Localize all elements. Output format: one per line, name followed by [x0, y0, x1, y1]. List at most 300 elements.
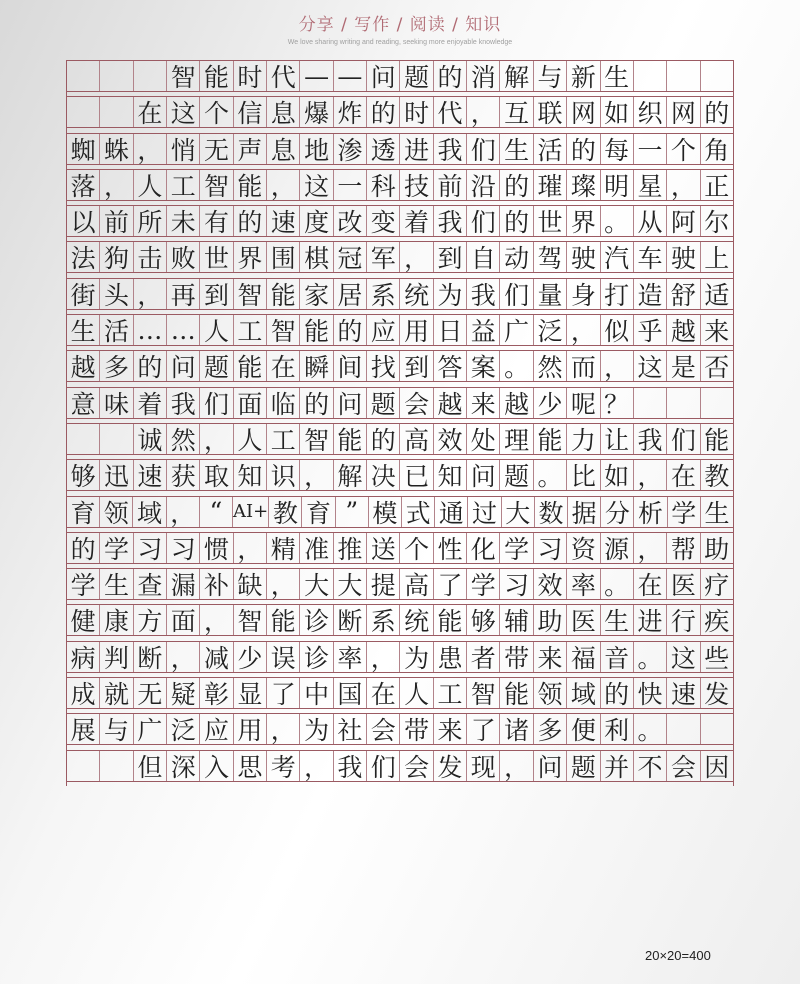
- grid-row-cells: [67, 459, 733, 491]
- grid-cell: 会: [400, 751, 433, 781]
- grid-cell: 落: [67, 170, 100, 200]
- grid-cell: 。: [500, 351, 533, 381]
- grid-cell: 。: [601, 206, 634, 236]
- grid-row-cells: [67, 205, 733, 237]
- grid-cell: 进: [400, 134, 433, 164]
- grid-cell: 为: [434, 279, 467, 309]
- grid-cell: 味: [100, 388, 133, 418]
- grid-cell: 习: [500, 569, 533, 599]
- grid-cell: 度: [300, 206, 333, 236]
- grid-cell: [701, 388, 733, 418]
- grid-cell: 方: [134, 605, 167, 635]
- grid-cell: 如: [601, 460, 634, 490]
- grid-cell: 工: [234, 315, 267, 345]
- grid-cell: 诊: [300, 642, 333, 672]
- grid-row-cells: [67, 713, 733, 745]
- grid-cell: 系: [367, 605, 400, 635]
- grid-cell: 准: [300, 533, 333, 563]
- grid-cell: 高: [400, 424, 433, 454]
- grid-cell: 透: [367, 134, 400, 164]
- grid-cell: 再: [167, 279, 200, 309]
- grid-cell: 理: [500, 424, 533, 454]
- grid-cell: 思: [234, 751, 267, 781]
- grid-cell: 应: [200, 714, 233, 744]
- grid-cell: 用: [234, 714, 267, 744]
- grid-cell: 育: [67, 497, 100, 527]
- grid-cell: 系: [367, 279, 400, 309]
- grid-cell: 助: [704, 534, 730, 564]
- grid-cell: 处: [467, 424, 500, 454]
- grid-cell: 大: [502, 497, 535, 527]
- grid-cell: 帮: [667, 533, 700, 563]
- grid-cell: 了: [434, 569, 467, 599]
- grid-cell: 率: [567, 569, 600, 599]
- grid-cell: 辅: [500, 605, 533, 635]
- grid-cell: 识: [267, 460, 300, 490]
- grid-cell: 就: [100, 678, 133, 708]
- grid-cell: 大: [334, 569, 367, 599]
- grid-cell: 答: [434, 351, 467, 381]
- grid-cell: 资: [567, 533, 600, 563]
- grid-cell: 能: [704, 425, 730, 455]
- grid-cell: 益: [467, 315, 500, 345]
- grid-cell: 生: [500, 134, 533, 164]
- grid-cell: 在: [367, 678, 400, 708]
- grid-cell: 国: [334, 678, 367, 708]
- grid-cell: 提: [367, 569, 400, 599]
- grid-cell: 新: [567, 61, 600, 91]
- grid-cell: [100, 424, 133, 454]
- grid-cell: 模: [369, 497, 402, 527]
- grid-row-cells: [67, 60, 733, 92]
- grid-cell: 率: [334, 642, 367, 672]
- grid-cell: 问: [334, 388, 367, 418]
- grid-cell: 智: [234, 279, 267, 309]
- grid-cell: 正: [704, 171, 730, 201]
- grid-cell: 习: [134, 533, 167, 563]
- grid-row-cells: [67, 278, 733, 310]
- grid-cell: 展: [67, 714, 100, 744]
- grid-cell: 车: [634, 242, 667, 272]
- grid-cell: 诸: [500, 714, 533, 744]
- grid-row-cells: [67, 496, 733, 528]
- grid-cell: 活: [534, 134, 567, 164]
- grid-cell: 漏: [167, 569, 200, 599]
- grid-cell: 网: [567, 97, 600, 127]
- grid-cell: 会: [400, 388, 433, 418]
- grid-cell: 击: [134, 242, 167, 272]
- grid-cell: 知: [234, 460, 267, 490]
- grid-cell: 到: [400, 351, 433, 381]
- grid-row-cells: [67, 532, 733, 564]
- grid-cell: 进: [634, 605, 667, 635]
- grid-cell: 的: [567, 134, 600, 164]
- grid-cell: ，: [400, 242, 433, 272]
- grid-cell: 科: [367, 170, 400, 200]
- grid-cell: 学: [668, 497, 701, 527]
- grid-cell: [67, 424, 100, 454]
- grid-cell: 到: [434, 242, 467, 272]
- grid-cell: 从: [634, 206, 667, 236]
- grid-cell: 我: [434, 134, 467, 164]
- grid-cell: 人: [200, 315, 233, 345]
- grid-cell: 然: [167, 424, 200, 454]
- grid-cell: 呢: [567, 388, 600, 418]
- grid-row-cells: [67, 568, 733, 600]
- grid-cell: 效: [534, 569, 567, 599]
- grid-cell: 式: [402, 497, 435, 527]
- grid-cell: 快: [634, 678, 667, 708]
- grid-cell: [100, 61, 133, 91]
- grid-cell: 这: [634, 351, 667, 381]
- grid-cell: 多: [534, 714, 567, 744]
- grid-cell: 的: [434, 61, 467, 91]
- grid-cell: 们: [500, 279, 533, 309]
- grid-cell: 息: [267, 97, 300, 127]
- grid-cell: “: [200, 497, 233, 527]
- grid-cell: 问: [467, 460, 500, 490]
- grid-cell: 能: [267, 279, 300, 309]
- grid-cell: 着: [134, 388, 167, 418]
- grid-cell: 身: [567, 279, 600, 309]
- grid-cell: 便: [567, 714, 600, 744]
- grid-cell: 学: [500, 533, 533, 563]
- grid-cell: 应: [367, 315, 400, 345]
- grid-cell: 街: [67, 279, 100, 309]
- grid-cell: 工: [434, 678, 467, 708]
- grid-cell: 来: [467, 388, 500, 418]
- grid-cell: 汽: [601, 242, 634, 272]
- grid-cell: 习: [167, 533, 200, 563]
- grid-cell: 联: [534, 97, 567, 127]
- grid-cell: 能: [234, 170, 267, 200]
- grid-cell: 自: [467, 242, 500, 272]
- grid-cell: 如: [601, 97, 634, 127]
- grid-cell: 能: [334, 424, 367, 454]
- grid-row: [66, 641, 734, 677]
- grid-cell: 尔: [704, 208, 730, 238]
- grid-cell: 能: [267, 605, 300, 635]
- grid-cell: 考: [267, 751, 300, 781]
- grid-cell: 能: [234, 351, 267, 381]
- grid-cell: 们: [667, 424, 700, 454]
- grid-cell: 间: [334, 351, 367, 381]
- grid-cell: 智: [267, 315, 300, 345]
- grid-row: [66, 96, 734, 132]
- grid-cell: 爆: [300, 97, 333, 127]
- composition-grid: [66, 60, 734, 786]
- grid-cell: 不: [634, 751, 667, 781]
- grid-cell: [67, 61, 100, 91]
- grid-cell: ，: [467, 97, 500, 127]
- grid-cell: 数: [535, 497, 568, 527]
- grid-cell: ，: [200, 605, 233, 635]
- grid-cell: 败: [167, 242, 200, 272]
- grid-cell: 未: [167, 206, 200, 236]
- grid-cell: 社: [334, 714, 367, 744]
- grid-cell: ，: [267, 170, 300, 200]
- grid-cell: 决: [367, 460, 400, 490]
- grid-cell: 统: [400, 605, 433, 635]
- grid-cell: 。: [534, 460, 567, 490]
- grid-cell: [701, 714, 733, 744]
- grid-cell: 们: [467, 134, 500, 164]
- grid-cell: 这: [300, 170, 333, 200]
- grid-cell: …: [134, 315, 167, 345]
- grid-cell: 音: [601, 642, 634, 672]
- grid-cell: 助: [534, 605, 567, 635]
- grid-row: [66, 677, 734, 713]
- grid-cell: 消: [467, 61, 500, 91]
- grid-cell: 性: [434, 533, 467, 563]
- grid-cell: 些: [704, 643, 730, 673]
- grid-cell: 界: [234, 242, 267, 272]
- grid-cell: 问: [167, 351, 200, 381]
- grid-row: [66, 532, 734, 568]
- grid-cell: 的: [367, 424, 400, 454]
- grid-cell: 乎: [634, 315, 667, 345]
- grid-cell: 用: [400, 315, 433, 345]
- grid-cell: 育: [302, 497, 335, 527]
- grid-cell: 这: [667, 642, 700, 672]
- grid-cell: 泛: [534, 315, 567, 345]
- grid-cell: 案: [467, 351, 500, 381]
- grid-cell: 前: [100, 206, 133, 236]
- grid-cell: ”: [336, 497, 369, 527]
- grid-cell: 力: [567, 424, 600, 454]
- grid-cell: 为: [300, 714, 333, 744]
- grid-cell: ，: [300, 751, 333, 781]
- grid-row-cells: [67, 314, 733, 346]
- grid-cell: 显: [234, 678, 267, 708]
- grid-cell: [67, 751, 100, 781]
- grid-cell: 误: [267, 642, 300, 672]
- grid-cell: 入: [200, 751, 233, 781]
- grid-cell: 改: [334, 206, 367, 236]
- grid-cell: 在: [634, 569, 667, 599]
- grid-cell: 智: [234, 605, 267, 635]
- grid-cell: 题: [400, 61, 433, 91]
- grid-cell: 成: [67, 678, 100, 708]
- grid-cell: 个: [667, 134, 700, 164]
- grid-cell: 并: [601, 751, 634, 781]
- grid-cell: 时: [234, 61, 267, 91]
- grid-cell: 已: [400, 460, 433, 490]
- grid-row: [66, 350, 734, 386]
- grid-cell: 代: [434, 97, 467, 127]
- grid-row-cells: [67, 423, 733, 455]
- grid-cell: 生: [601, 605, 634, 635]
- grid-cell: 冠: [334, 242, 367, 272]
- grid-cell: 生: [601, 61, 634, 91]
- grid-cell: 判: [100, 642, 133, 672]
- grid-cell: 临: [267, 388, 300, 418]
- grid-cell: 人: [134, 170, 167, 200]
- grid-cell: 界: [567, 206, 600, 236]
- grid-cell: 来: [434, 714, 467, 744]
- grid-row: [66, 459, 734, 495]
- grid-cell: 越: [667, 315, 700, 345]
- grid-row-cells: [67, 677, 733, 709]
- grid-cell: 健: [67, 605, 100, 635]
- grid-cell: 棋: [300, 242, 333, 272]
- grid-cell: 题: [500, 460, 533, 490]
- grid-cell: 是: [667, 351, 700, 381]
- grid-cell: 减: [200, 642, 233, 672]
- grid-cell: 与: [100, 714, 133, 744]
- grid-cell: 比: [567, 460, 600, 490]
- grid-cell: 代: [267, 61, 300, 91]
- grid-cell: 一: [334, 170, 367, 200]
- grid-cell: ，: [267, 714, 300, 744]
- grid-cell: 工: [267, 424, 300, 454]
- grid-cell: 少: [234, 642, 267, 672]
- grid-cell: [667, 61, 700, 91]
- grid-cell: 活: [100, 315, 133, 345]
- grid-row-cells: [67, 387, 733, 419]
- grid-cell: 智: [200, 170, 233, 200]
- grid-cell: 与: [534, 61, 567, 91]
- grid-cell: 似: [601, 315, 634, 345]
- grid-cell: 量: [534, 279, 567, 309]
- grid-cell: 效: [434, 424, 467, 454]
- grid-cell: [233, 497, 269, 527]
- header-title: 分享 / 写作 / 阅读 / 知识: [298, 15, 502, 35]
- grid-cell: ，: [167, 497, 200, 527]
- grid-cell: 源: [601, 533, 634, 563]
- grid-cell: 送: [367, 533, 400, 563]
- grid-cell: ，: [134, 134, 167, 164]
- grid-cell: 意: [67, 388, 100, 418]
- grid-cell: 领: [100, 497, 133, 527]
- grid-cell: 璨: [567, 170, 600, 200]
- grid-cell: 够: [467, 605, 500, 635]
- grid-cell: 能: [534, 424, 567, 454]
- grid-row-cells: [67, 750, 733, 782]
- grid-cell: 一: [634, 134, 667, 164]
- grid-cell: 现: [467, 751, 500, 781]
- grid-cell: 问: [367, 61, 400, 91]
- grid-cell: 所: [134, 206, 167, 236]
- grid-cell: ，: [200, 424, 233, 454]
- grid-cell: 互: [500, 97, 533, 127]
- grid-cell: 推: [334, 533, 367, 563]
- grid-row-cells: [67, 169, 733, 201]
- grid-cell: 诚: [134, 424, 167, 454]
- grid-cell: 的: [367, 97, 400, 127]
- grid-cell: 们: [467, 206, 500, 236]
- grid-cell: ，: [267, 569, 300, 599]
- grid-cell: 否: [704, 353, 730, 383]
- grid-cell: 面: [234, 388, 267, 418]
- grid-count-label: 20×20=400: [645, 948, 711, 963]
- grid-cell: 然: [534, 351, 567, 381]
- grid-cell: 阿: [667, 206, 700, 236]
- grid-cell: 少: [534, 388, 567, 418]
- grid-cell: 教: [269, 497, 302, 527]
- grid-row-cells: [67, 350, 733, 382]
- cell-char: +: [253, 501, 269, 523]
- grid-cell: 每: [601, 134, 634, 164]
- grid-cell: [100, 97, 133, 127]
- grid-row: [66, 496, 734, 532]
- grid-cell: 在: [267, 351, 300, 381]
- grid-cell: 明: [601, 170, 634, 200]
- grid-row: [66, 278, 734, 314]
- grid-cell: 带: [500, 642, 533, 672]
- grid-cell: 来: [704, 317, 730, 347]
- grid-cell: 取: [200, 460, 233, 490]
- grid-cell: 能: [300, 315, 333, 345]
- grid-cell: 头: [100, 279, 133, 309]
- grid-cell: 沿: [467, 170, 500, 200]
- grid-cell: 学: [467, 569, 500, 599]
- grid-cell: 我: [467, 279, 500, 309]
- grid-cell: 多: [100, 351, 133, 381]
- grid-cell: 广: [134, 714, 167, 744]
- grid-cell: 到: [200, 279, 233, 309]
- grid-cell: 军: [367, 242, 400, 272]
- grid-cell: 舒: [667, 279, 700, 309]
- grid-cell: 造: [634, 279, 667, 309]
- grid-cell: 驶: [667, 242, 700, 272]
- grid-cell: 世: [200, 242, 233, 272]
- grid-row: [66, 568, 734, 604]
- grid-cell: 我: [167, 388, 200, 418]
- grid-cell: ，: [500, 751, 533, 781]
- grid-cell: 解: [500, 61, 533, 91]
- grid-cell: 角: [704, 135, 730, 165]
- grid-cell: 速: [267, 206, 300, 236]
- grid-row-cells: [67, 641, 733, 673]
- grid-cell: 织: [634, 97, 667, 127]
- grid-cell: [667, 388, 700, 418]
- grid-cell: 无: [200, 134, 233, 164]
- grid-cell: 生: [704, 498, 730, 528]
- grid-cell: 越: [500, 388, 533, 418]
- grid-cell: ，: [300, 460, 333, 490]
- grid-cell: [667, 714, 700, 744]
- grid-cell: 诊: [300, 605, 333, 635]
- grid-cell: 习: [534, 533, 567, 563]
- grid-cell: 解: [334, 460, 367, 490]
- grid-cell: 统: [400, 279, 433, 309]
- grid-cell: 会: [367, 714, 400, 744]
- grid-cell: 在: [667, 460, 700, 490]
- grid-cell: 问: [534, 751, 567, 781]
- grid-cell: 地: [300, 134, 333, 164]
- grid-cell: 日: [434, 315, 467, 345]
- grid-cell: 璀: [534, 170, 567, 200]
- grid-cell: 驾: [534, 242, 567, 272]
- grid-cell: 变: [367, 206, 400, 236]
- grid-cell: 题: [567, 751, 600, 781]
- grid-cell: 而: [567, 351, 600, 381]
- grid-cell: 据: [568, 497, 601, 527]
- grid-cell: 上: [704, 244, 730, 274]
- grid-cell: 这: [167, 97, 200, 127]
- grid-row: [66, 241, 734, 277]
- grid-row: [66, 604, 734, 640]
- grid-row: [66, 205, 734, 241]
- cell-char: AI: [233, 501, 254, 523]
- grid-cell: 的: [134, 351, 167, 381]
- grid-cell: ，: [634, 533, 667, 563]
- grid-cell: 悄: [167, 134, 200, 164]
- grid-cell: ，: [634, 460, 667, 490]
- grid-cell: 广: [500, 315, 533, 345]
- grid-row: [66, 169, 734, 205]
